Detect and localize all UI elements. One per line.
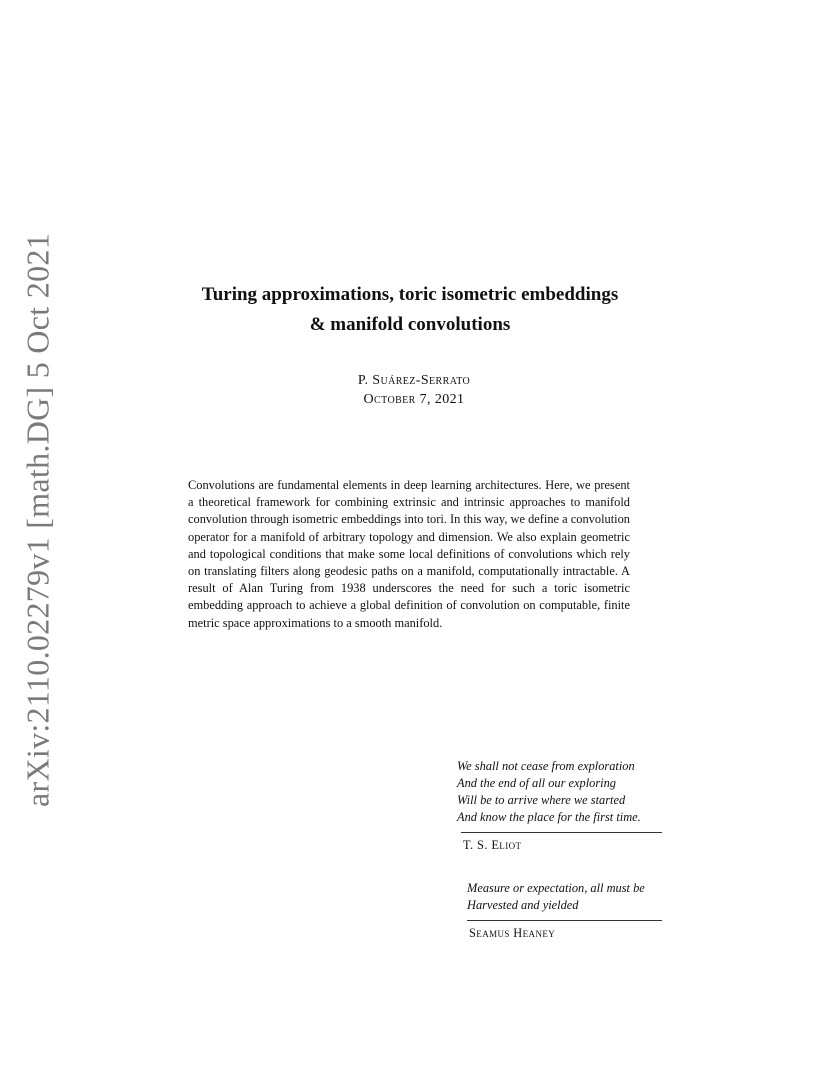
title-line-1: Turing approximations, toric isometric embeddings <box>201 284 619 305</box>
paper-title <box>0 280 828 340</box>
epigraph-divider <box>467 920 662 921</box>
epigraph-divider <box>461 832 662 833</box>
epigraph-line: And know the place for the first time. <box>457 810 641 824</box>
title-line-2: & manifold convolutions <box>309 314 511 335</box>
epigraph-eliot <box>457 758 662 854</box>
epigraph-heaney <box>467 880 662 942</box>
epigraph-line: Harvested and yielded <box>467 898 579 912</box>
arxiv-identifier-text: arXiv:2110.02279v1 [math.DG] 5 Oct 2021 <box>19 233 56 807</box>
epigraph-line: Measure or expectation, all must be <box>467 881 645 895</box>
author-name: P. Suárez-Serrato <box>357 373 471 388</box>
epigraph-lines <box>457 758 662 826</box>
epigraph-line: And the end of all our exploring <box>457 776 616 790</box>
epigraph-attribution: Seamus Heaney <box>469 926 556 940</box>
epigraph-line: Will be to arrive where we started <box>457 793 626 807</box>
paper-date: October 7, 2021 <box>363 392 465 407</box>
abstract: Convolutions are fundamental elements in deep learning architectures. Here, we present a theoretical framework for combining extrinsic and intrinsic approaches to manifold convolution through isometric embeddings into tori. In this way, we define a convolution operator for a manifold of arbitrary topology and dimension. We also explain geometric and topological conditions that make some local definitions of convolutions which rely on translating filters along geodesic paths on a manifold, computationally intractable. A result of Alan Turing from 1938 underscores the need for such a toric isometric embedding approach to achieve a global definition of convolution on computable, finite metric space approximations to a smooth manifold. <box>188 478 630 630</box>
author-block <box>0 371 828 409</box>
epigraph-line: We shall not cease from exploration <box>457 759 635 773</box>
epigraph-attribution: T. S. Eliot <box>463 838 522 852</box>
epigraph-lines <box>467 880 662 914</box>
